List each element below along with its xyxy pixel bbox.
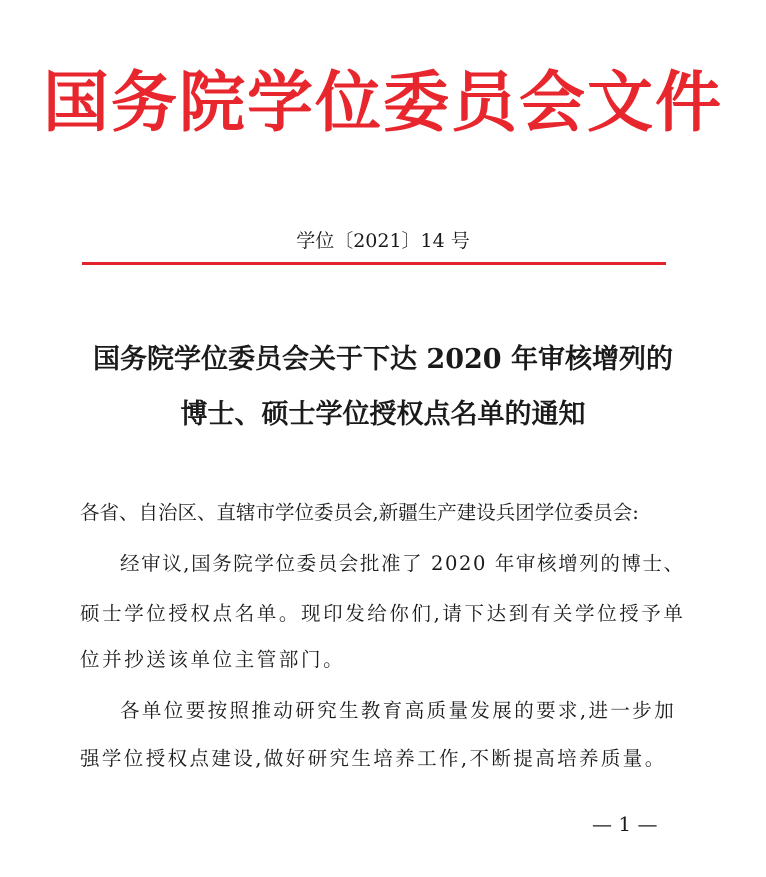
red-separator-rule	[82, 262, 666, 265]
paragraph-2-line-2: 强学位授权点建设,做好研究生培养工作,不断提高培养质量。	[80, 747, 667, 770]
document-number: 学位〔2021〕14 号	[296, 230, 470, 252]
notice-title-line-2: 博士、硕士学位授权点名单的通知	[180, 399, 586, 430]
paragraph-2-line-1: 各单位要按照推动研究生教育高质量发展的要求,进一步加	[120, 699, 677, 722]
salutation: 各省、自治区、直辖市学位委员会,新疆生产建设兵团学位委员会:	[80, 501, 639, 524]
paragraph-1-line-1: 经审议,国务院学位委员会批准了 2020 年审核增列的博士、	[120, 552, 685, 575]
paragraph-1-line-3: 位并抄送该单位主管部门。	[80, 648, 346, 671]
page-number: — 1 —	[592, 812, 658, 836]
paragraph-1-line-2: 硕士学位授权点名单。现印发给你们,请下达到有关学位授予单	[80, 602, 686, 625]
issuer-title: 国务院学位委员会文件	[43, 63, 723, 141]
notice-title-line-1: 国务院学位委员会关于下达 2020 年审核增列的	[93, 344, 673, 375]
